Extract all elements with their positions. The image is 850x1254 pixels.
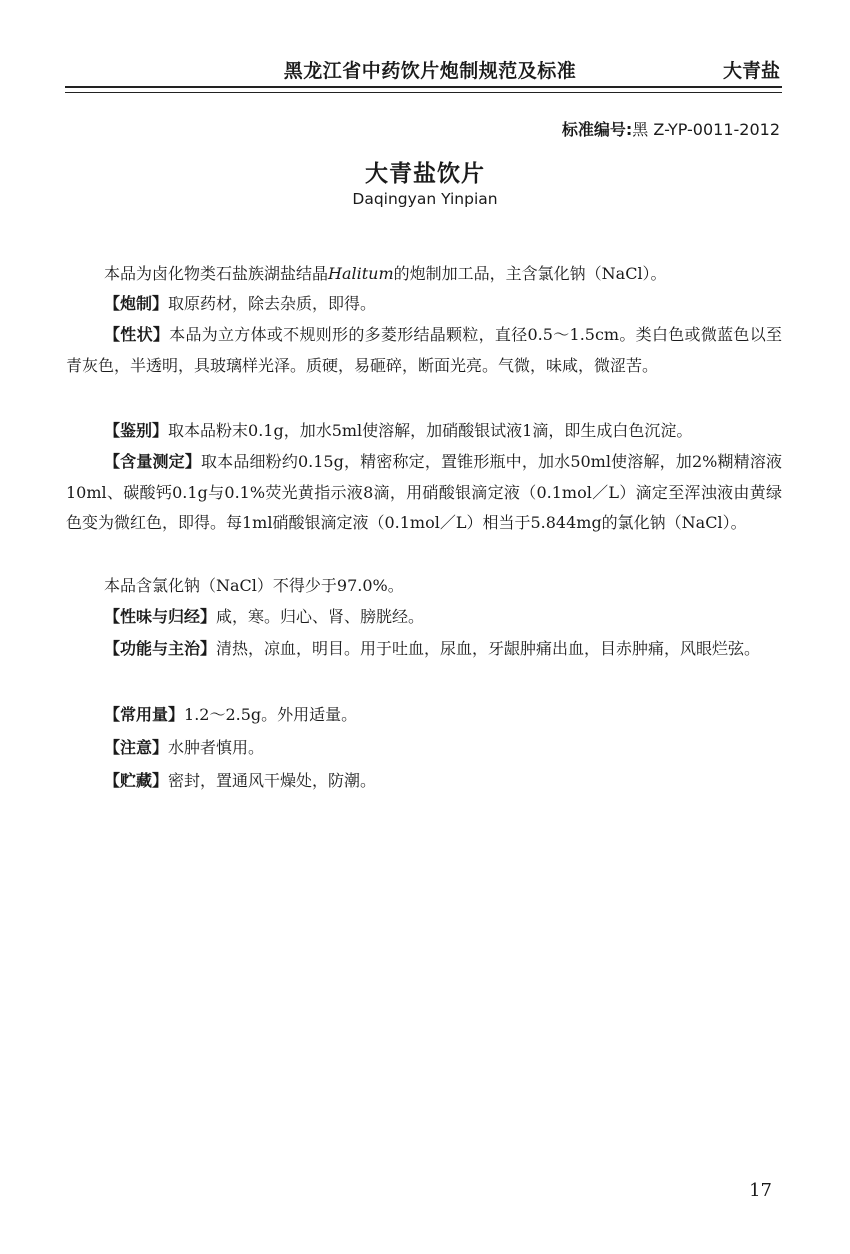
section-heading: 【性味与归经】 xyxy=(104,607,217,626)
header-section-name: 大青盐 xyxy=(722,60,780,82)
section-paozhi xyxy=(66,289,782,320)
section-xingwei xyxy=(66,602,782,633)
standard-label: 标准编号: xyxy=(561,120,633,139)
section-hanliang-limit xyxy=(66,571,782,602)
section-hanliang xyxy=(66,447,782,539)
section-gongneng xyxy=(66,634,782,665)
latin-name: Halitum xyxy=(328,264,394,283)
intro-text-after: 的炮制加工品，主含氯化钠（NaCl）。 xyxy=(393,264,667,283)
page-number: 17 xyxy=(749,1180,772,1201)
section-text: 本品为立方体或不规则形的多菱形结晶颗粒，直径0.5～1.5cm。类白色或微蓝色以至青灰色，半透明，具玻璃样光泽。质硬，易砸碎，断面光亮。气微，味咸，微涩苦。 xyxy=(66,325,782,375)
section-text: 取本品细粉约0.15g，精密称定，置锥形瓶中，加水50ml使溶解，加2%糊精溶液10ml、碳酸钙0.1g与0.1%荧光黄指示液8滴，用硝酸银滴定液（0.1mol／L）滴定至浑浊液由黄绿色变为微红色，即得。每1ml硝酸银滴定液（0.1mol／L）相当于5.844mg的氯化钠（NaCl）。 xyxy=(66,452,782,532)
section-heading: 【常用量】 xyxy=(104,705,185,724)
standard-number xyxy=(440,117,780,140)
section-heading: 【注意】 xyxy=(104,738,169,757)
section-text: 取原药材，除去杂质，即得。 xyxy=(168,294,377,313)
section-text: 水肿者慎用。 xyxy=(168,738,265,757)
section-heading: 【鉴别】 xyxy=(104,421,169,440)
header-title: 黑龙江省中药饮片炮制规范及标准 xyxy=(283,60,577,82)
section-jianbie xyxy=(66,416,782,447)
section-text: 取本品粉末0.1g，加水5ml使溶解，加硝酸银试液1滴，即生成白色沉淀。 xyxy=(168,421,693,440)
intro-text: 本品为卤化物类石盐族湖盐结晶 xyxy=(104,264,329,283)
section-heading: 【炮制】 xyxy=(104,294,169,313)
page-subtitle: Daqingyan Yinpian xyxy=(352,190,498,208)
section-text: 本品含氯化钠（NaCl）不得少于97.0%。 xyxy=(104,576,404,595)
section-yongliang xyxy=(66,700,782,731)
section-xingzhuang xyxy=(66,320,782,381)
section-heading: 【贮藏】 xyxy=(104,771,169,790)
header-rule-thick xyxy=(65,86,782,88)
section-text: 咸，寒。归心、肾、膀胱经。 xyxy=(216,607,425,626)
section-text: 清热，凉血，明目。用于吐血，尿血，牙龈肿痛出血，目赤肿痛，风眼烂弦。 xyxy=(216,639,761,658)
section-heading: 【性状】 xyxy=(104,325,170,344)
section-text: 密封，置通风干燥处，防潮。 xyxy=(168,771,377,790)
section-zhucang xyxy=(66,766,782,797)
section-heading: 【功能与主治】 xyxy=(104,639,217,658)
page-title: 大青盐饮片 xyxy=(365,161,485,187)
section-text: 1.2～2.5g。外用适量。 xyxy=(184,705,358,724)
standard-code: 黑 Z-YP-0011-2012 xyxy=(632,120,780,139)
header-rule-thin xyxy=(65,92,782,93)
intro-paragraph xyxy=(66,259,782,290)
section-heading: 【含量测定】 xyxy=(104,452,201,471)
section-zhuyi xyxy=(66,733,782,764)
